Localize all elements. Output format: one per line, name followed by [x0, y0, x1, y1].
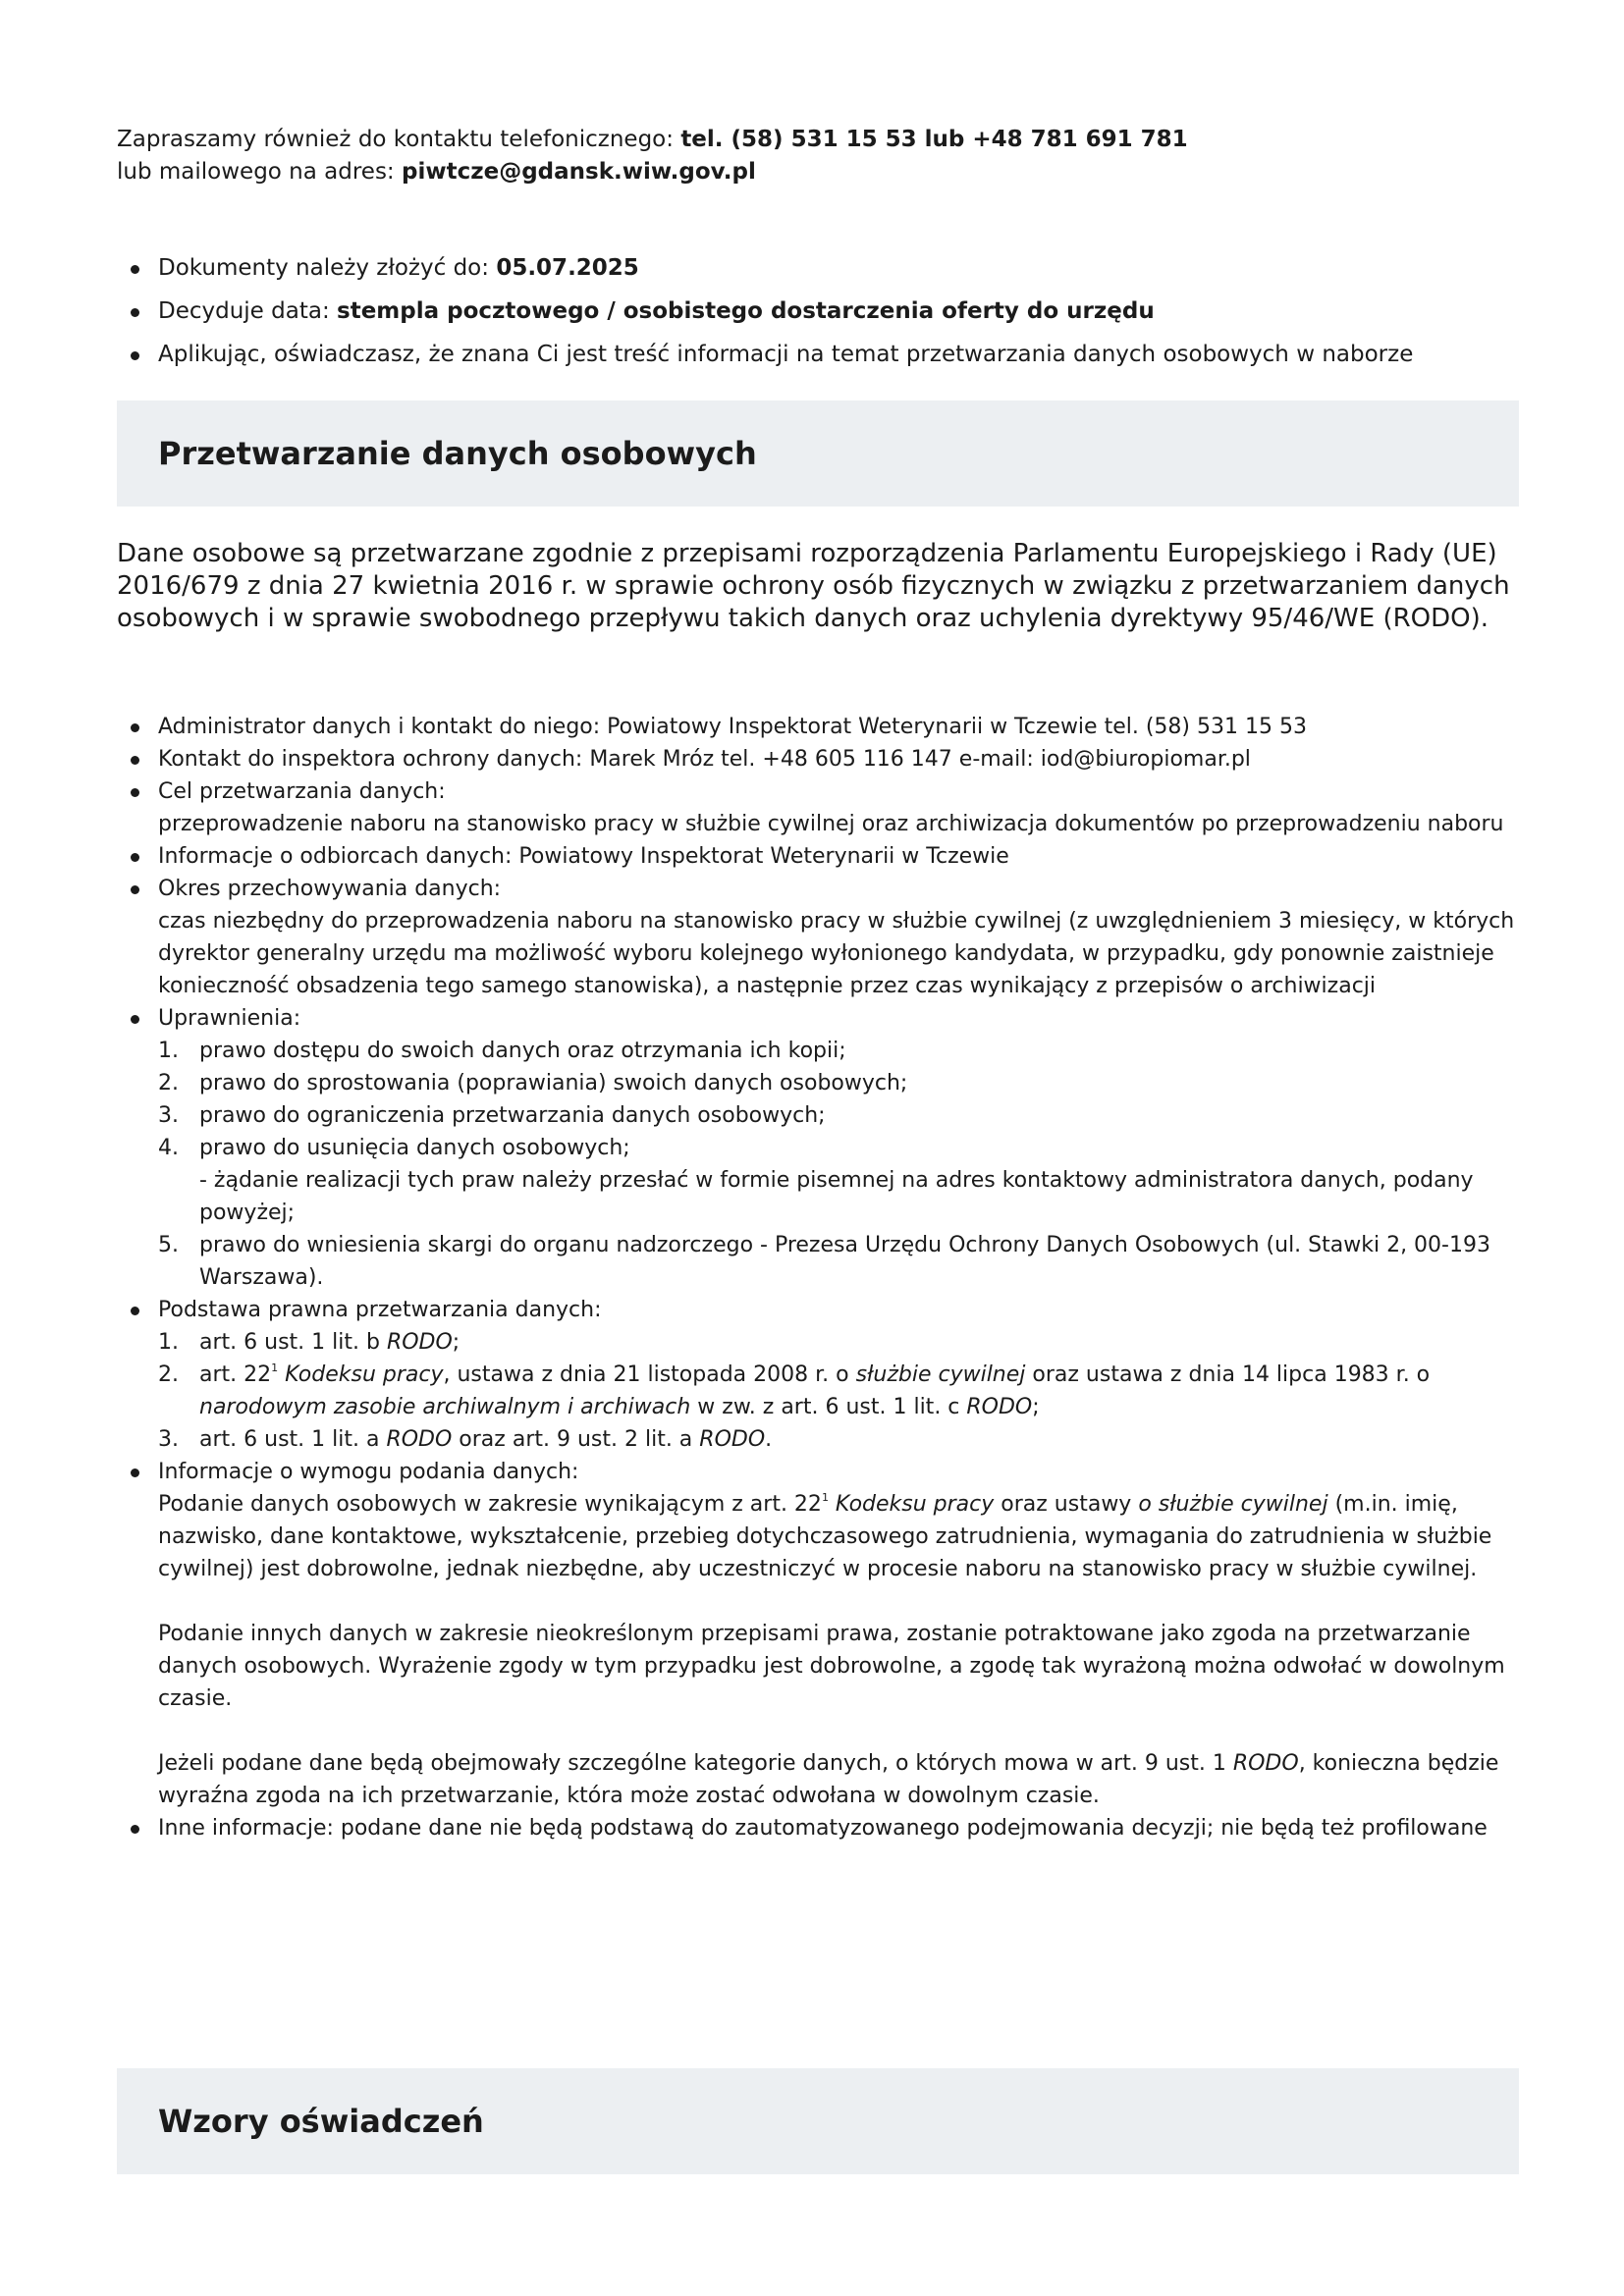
- bullet-icon: [131, 308, 139, 317]
- section-header: [117, 400, 1519, 507]
- retention-label: Okres przechowywania danych:: [158, 877, 502, 901]
- item-text: prawo do sprostowania (poprawiania) swoich danych osobowych;: [199, 1071, 908, 1095]
- text-run-italic: RODO: [1232, 1751, 1299, 1776]
- list-item: [117, 295, 1413, 339]
- text-run: art. 6 ust. 1 lit. a: [199, 1427, 387, 1452]
- item-number: 2.: [158, 1071, 179, 1095]
- requirement-label: Informacje o wymogu podania danych:: [158, 1460, 579, 1484]
- text-run-italic: Kodeksu pracy: [278, 1362, 444, 1387]
- bullet-icon: [131, 1307, 139, 1315]
- text-run-italic: Kodeksu pracy: [828, 1492, 995, 1517]
- text-run: art. 6 ust. 1 lit. b: [199, 1330, 387, 1355]
- item-number: 1.: [158, 1330, 179, 1355]
- bullet-icon: [131, 853, 139, 862]
- text-run-italic: RODO: [386, 1330, 453, 1355]
- list-item: [117, 775, 1519, 840]
- contact-info: [117, 124, 1188, 188]
- bullet-icon: [131, 756, 139, 765]
- contact-email-label: lub mailowego na adres:: [117, 159, 402, 185]
- item-number: 1.: [158, 1039, 179, 1063]
- requirement-paragraph: [158, 1488, 1519, 1585]
- section-title: Wzory oświadczeń: [158, 2103, 484, 2140]
- text-run: art. 22: [199, 1362, 272, 1387]
- bullet-icon: [131, 1825, 139, 1834]
- list-item: [117, 1099, 1519, 1132]
- consent-paragraph: Podanie innych danych w zakresie nieokreślonym przepisami prawa, zostanie potraktowane jako zgoda na przetwarzanie danych osobowych. Wyrażenie zgody w tym przypadku jest dobrowolne, a zgodę tak wyrażoną można odwołać w dowolnym czasie.: [158, 1622, 1505, 1711]
- text-run: ;: [1032, 1395, 1040, 1419]
- text-run: Podanie danych osobowych w zakresie wynikającym z art. 22: [158, 1492, 822, 1517]
- list-item: [117, 1359, 1519, 1423]
- text-run: .: [765, 1427, 773, 1452]
- item-label: Decyduje data:: [158, 298, 338, 324]
- list-item: [117, 1294, 1519, 1456]
- contact-phone: tel. (58) 531 15 53 lub +48 781 691 781: [680, 127, 1188, 152]
- text-run-italic: służbie cywilnej: [855, 1362, 1026, 1387]
- list-item: [117, 873, 1519, 1002]
- item-text: prawo dostępu do swoich danych oraz otrzymania ich kopii;: [199, 1039, 846, 1063]
- list-item: [117, 252, 1413, 295]
- list-item: [117, 1456, 1519, 1812]
- bullet-icon: [131, 265, 139, 274]
- purpose-label: Cel przetwarzania danych:: [158, 779, 446, 804]
- text-run-italic: RODO: [699, 1427, 766, 1452]
- text-run: oraz ustawy: [994, 1492, 1139, 1517]
- item-text: prawo do usunięcia danych osobowych;: [199, 1136, 630, 1160]
- list-item: [117, 339, 1413, 382]
- item-number: 3.: [158, 1427, 179, 1452]
- text-run-italic: o służbie cywilnej: [1138, 1492, 1328, 1517]
- text-run: ;: [452, 1330, 460, 1355]
- contact-phone-line: [117, 124, 1188, 156]
- list-item: [117, 743, 1519, 775]
- recipients-info: Informacje o odbiorcach danych: Powiatowy Inspektorat Weterynarii w Tczewie: [158, 844, 1009, 869]
- item-label: Dokumenty należy złożyć do:: [158, 255, 497, 281]
- legal-basis-label: Podstawa prawna przetwarzania danych:: [158, 1298, 602, 1322]
- bullet-icon: [131, 351, 139, 360]
- bullet-icon: [131, 885, 139, 894]
- special-categories-paragraph: [158, 1747, 1519, 1812]
- superscript: 1: [821, 1491, 829, 1504]
- rodo-list: [117, 711, 1519, 1844]
- list-item: [117, 1423, 1519, 1456]
- text-run-italic: RODO: [386, 1427, 453, 1452]
- bullet-icon: [131, 723, 139, 732]
- item-note: - żądanie realizacji tych praw należy przesłać w formie pisemnej na adres kontaktowy administratora danych, podany powyżej;: [199, 1168, 1474, 1225]
- deadline-date: 05.07.2025: [496, 255, 639, 281]
- contact-phone-label: Zapraszamy również do kontaktu telefonicznego:: [117, 127, 681, 152]
- text-run: oraz art. 9 ust. 2 lit. a: [452, 1427, 700, 1452]
- text-run: w zw. z art. 6 ust. 1 lit. c: [690, 1395, 967, 1419]
- list-item: [117, 1229, 1519, 1294]
- bullet-icon: [131, 1015, 139, 1024]
- superscript: 1: [271, 1362, 279, 1374]
- item-number: 2.: [158, 1362, 179, 1387]
- list-item: [117, 1002, 1519, 1294]
- item-text: prawo do wniesienia skargi do organu nadzorczego - Prezesa Urzędu Ochrony Danych Osobowych (ul. Stawki 2, 00-193 Warszawa).: [199, 1233, 1490, 1290]
- item-label: Aplikując, oświadczasz, że znana Ci jest treść informacji na temat przetwarzania danych osobowych w naborze: [158, 342, 1414, 367]
- spacer: [158, 1715, 1519, 1747]
- item-number: 3.: [158, 1103, 179, 1128]
- list-item: [117, 1067, 1519, 1099]
- text-run: (m.in. imię, nazwisko, dane kontaktowe, wykształcenie, przebieg dotychczasowego zatrudnienia, wymagania do zatrudnienia w służbie cywilnej) jest dobrowolne, jednak niezbędne, aby uczestniczyć w procesie naboru na stanowisko pracy w służbie cywilnej.: [158, 1492, 1492, 1581]
- list-item: [117, 1326, 1519, 1359]
- list-item: [117, 1035, 1519, 1067]
- administrator-info: Administrator danych i kontakt do niego: Powiatowy Inspektorat Weterynarii w Tczewie tel. (58) 531 15 53: [158, 715, 1307, 739]
- contact-email: piwtcze@gdansk.wiw.gov.pl: [402, 159, 756, 185]
- text-run: , konieczna będzie wyraźna zgoda na ich przetwarzanie, która może zostać odwołana w dowolnym czasie.: [158, 1751, 1499, 1808]
- item-number: 4.: [158, 1136, 179, 1160]
- legal-basis-list: [117, 1326, 1519, 1456]
- decisive-date-rule: stempla pocztowego / osobistego dostarczenia oferty do urzędu: [337, 298, 1155, 324]
- other-info: Inne informacje: podane dane nie będą podstawą do zautomatyzowanego podejmowania decyzji; nie będą też profilowane: [158, 1816, 1488, 1841]
- item-number: 5.: [158, 1233, 179, 1257]
- list-item: [117, 711, 1519, 743]
- list-item: [117, 1812, 1519, 1844]
- spacer: [158, 1585, 1519, 1618]
- text-run: , ustawa z dnia 21 listopada 2008 r. o: [443, 1362, 856, 1387]
- deadline-list: [117, 252, 1413, 382]
- rights-list: [117, 1035, 1519, 1294]
- text-run: Jeżeli podane dane będą obejmowały szczególne kategorie danych, o których mowa w art. 9 ust. 1: [158, 1751, 1233, 1776]
- contact-email-line: [117, 156, 1188, 188]
- retention-text: czas niezbędny do przeprowadzenia naboru na stanowisko pracy w służbie cywilnej (z uwzględnieniem 3 miesięcy, w których dyrektor generalny urzędu ma możliwość wyboru kolejnego wyłonionego kandydata, w przypadku, gdy ponownie zaistnieje konieczność obsadzenia tego samego stanowiska), a następnie przez czas wynikający z przepisów o archiwizacji: [158, 909, 1515, 998]
- section-title: Przetwarzanie danych osobowych: [158, 435, 757, 472]
- list-item: [117, 1132, 1519, 1229]
- text-run-italic: RODO: [966, 1395, 1033, 1419]
- item-text: prawo do ograniczenia przetwarzania danych osobowych;: [199, 1103, 826, 1128]
- purpose-text: przeprowadzenie naboru na stanowisko pracy w służbie cywilnej oraz archiwizacja dokumentów po przeprowadzeniu naboru: [158, 812, 1504, 836]
- intro-paragraph: Dane osobowe są przetwarzane zgodnie z przepisami rozporządzenia Parlamentu Europejskiego i Rady (UE) 2016/679 z dnia 27 kwietnia 2016 r. w sprawie ochrony osób fizycznych w związku z przetwarzaniem danych osobowych i w sprawie swobodnego przepływu takich danych oraz uchylenia dyrektywy 95/46/WE (RODO).: [117, 539, 1510, 633]
- text-run: oraz ustawa z dnia 14 lipca 1983 r. o: [1025, 1362, 1431, 1387]
- bullet-icon: [131, 788, 139, 797]
- rights-label: Uprawnienia:: [158, 1006, 301, 1031]
- bullet-icon: [131, 1468, 139, 1477]
- list-item: [117, 840, 1519, 873]
- section-header: [117, 2068, 1519, 2174]
- text-run-italic: narodowym zasobie archiwalnym i archiwach: [199, 1395, 691, 1419]
- inspector-info: Kontakt do inspektora ochrony danych: Marek Mróz tel. +48 605 116 147 e-mail: iod@biuropiomar.pl: [158, 747, 1251, 772]
